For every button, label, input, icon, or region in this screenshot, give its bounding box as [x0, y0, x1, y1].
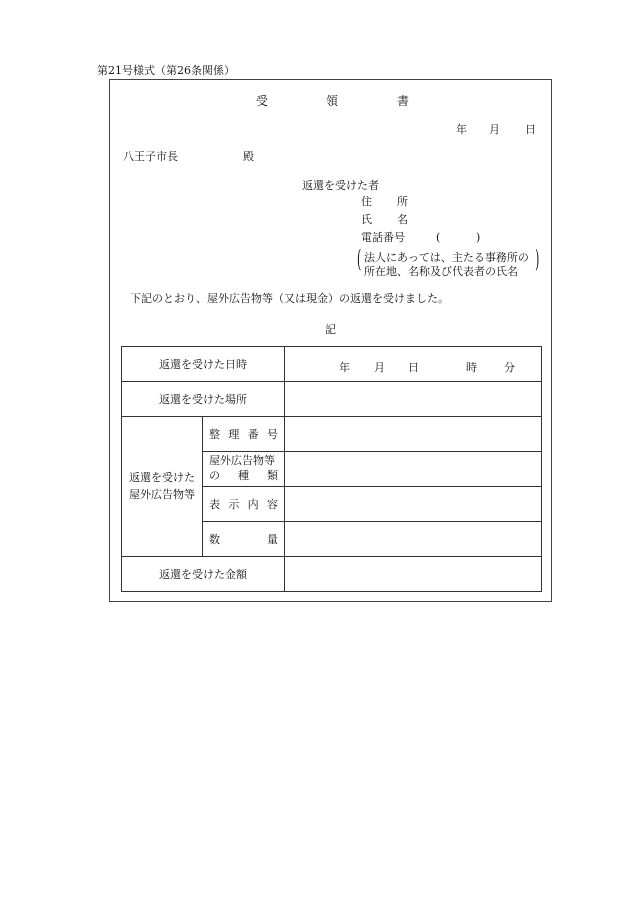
document-title-char: 書	[397, 94, 410, 108]
datetime-unit: 分	[504, 361, 515, 374]
addressee: 八王子市長	[123, 150, 178, 163]
type-value-cell[interactable]	[285, 452, 542, 487]
name-label-char: 氏	[361, 213, 372, 226]
address-label-char: 住	[361, 195, 372, 208]
date-month-label: 月	[489, 123, 500, 136]
datetime-label: 返還を受けた日時	[122, 347, 285, 382]
corporate-note-line1: 法人にあっては、主たる事務所の	[364, 251, 529, 264]
name-label-char: 名	[397, 213, 408, 226]
table-row	[122, 557, 542, 592]
statement-text: 下記のとおり、屋外広告物等（又は現金）の返還を受けました。	[130, 292, 449, 305]
datetime-value-cell[interactable]	[285, 347, 542, 382]
corporate-note	[357, 245, 539, 278]
phone-label: 電話番号	[361, 231, 405, 244]
datetime-unit: 時	[466, 361, 477, 374]
datetime-unit: 日	[408, 361, 419, 374]
returned-items-label	[122, 417, 203, 557]
table-row	[122, 417, 542, 452]
quantity-value-cell[interactable]	[285, 522, 542, 557]
table-row	[122, 347, 542, 382]
corporate-note-line2: 所在地、名称及び代表者の氏名	[364, 265, 518, 278]
honorific: 殿	[243, 150, 254, 163]
phone-paren-open: (	[436, 231, 441, 244]
document-title-char: 受	[256, 94, 269, 108]
bracket-left: (	[357, 245, 362, 273]
address-label-char: 所	[397, 195, 408, 208]
place-label: 返還を受けた場所	[122, 382, 285, 417]
place-value-cell[interactable]	[285, 382, 542, 417]
returned-items-label-line1: 返還を受けた	[129, 471, 195, 484]
amount-label: 返還を受けた金額	[122, 557, 285, 592]
datetime-unit: 年	[339, 361, 350, 374]
returned-items-label-line2: 屋外広告物等	[129, 487, 195, 501]
bracket-right: )	[534, 245, 539, 273]
form-number-label: 第21号様式（第26条関係）	[97, 64, 235, 77]
datetime-unit: 月	[374, 361, 385, 374]
document-title-char: 領	[326, 94, 339, 108]
content-value-cell[interactable]	[285, 487, 542, 522]
quantity-label: 数 量	[203, 522, 285, 557]
date-day-label: 日	[525, 123, 536, 136]
ki-heading: 記	[325, 323, 336, 336]
details-table	[121, 346, 542, 592]
amount-value-cell[interactable]	[285, 557, 542, 592]
type-label: 屋外広告物等 の 種 類	[203, 452, 285, 487]
content-label: 表 示 内 容	[203, 487, 285, 522]
date-year-label: 年	[456, 123, 467, 136]
number-label: 整 理 番 号	[203, 417, 285, 452]
table-row	[122, 382, 542, 417]
number-value-cell[interactable]	[285, 417, 542, 452]
recipient-heading: 返還を受けた者	[302, 179, 379, 192]
phone-paren-close: )	[476, 231, 481, 244]
